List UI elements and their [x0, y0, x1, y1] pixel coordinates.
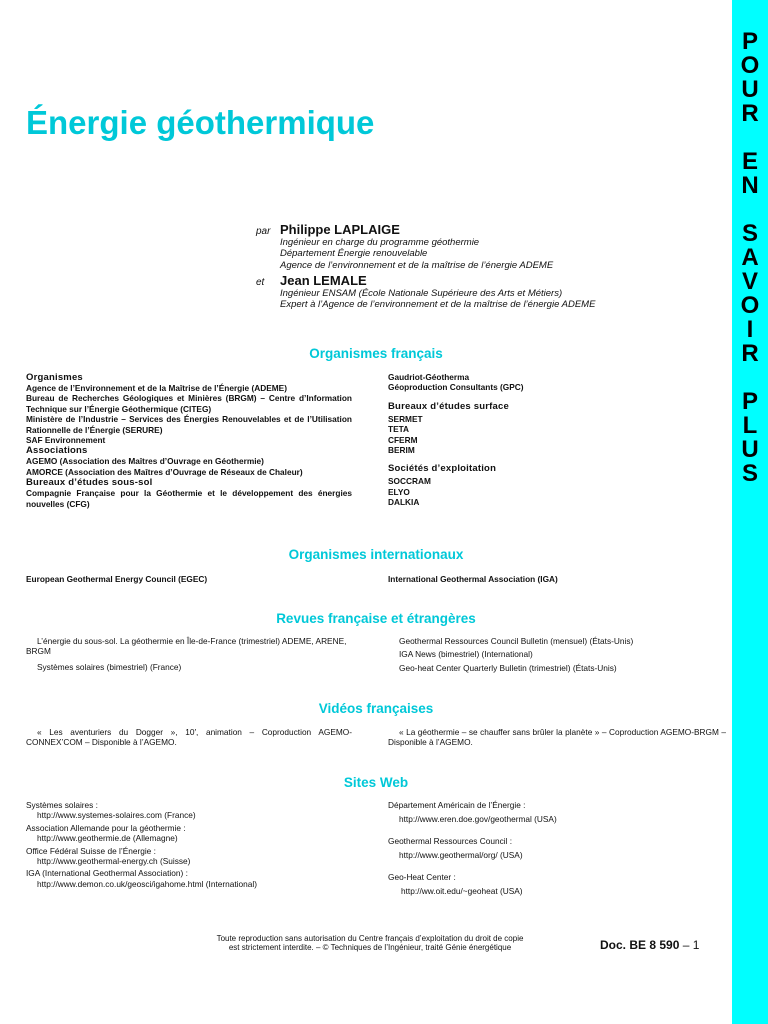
sidebar-letter: P	[741, 28, 758, 55]
copyright-notice	[160, 934, 580, 952]
org-elyo: ELYO	[388, 486, 410, 497]
author-1-line: Ingénieur en charge du programme géothermie	[280, 237, 480, 248]
author-1	[256, 222, 726, 237]
organismes-internationaux-right	[388, 574, 726, 584]
sidebar-pour-en-savoir-plus	[732, 0, 768, 1024]
site-name: Office Fédéral Suisse de l’Énergie :	[26, 845, 156, 856]
site-url[interactable]: http://ww.oit.edu/~geoheat (USA)	[401, 886, 523, 897]
category-societes-exploitation: Sociétés d’exploitation	[388, 463, 497, 475]
author-2	[256, 273, 726, 288]
org-cferm: CFERM	[388, 434, 418, 445]
sidebar-letter: P	[741, 388, 758, 415]
org-iga: International Geothermal Association (IGA)	[388, 574, 558, 584]
author-1-prefix: par	[256, 226, 271, 237]
site-url[interactable]: http://www.geothermie.de (Allemagne)	[37, 833, 178, 844]
org-egec: European Geothermal Energy Council (EGEC)	[26, 574, 208, 584]
site-url[interactable]: http://www.geothermal/org/ (USA)	[399, 850, 523, 861]
org-dalkia: DALKIA	[388, 497, 420, 508]
authors-block	[256, 222, 726, 310]
org-sermet: SERMET	[388, 413, 423, 424]
author-2-description	[280, 288, 726, 311]
section-title-revues: Revues française et étrangères	[276, 611, 476, 626]
sidebar-letter: U	[741, 76, 759, 103]
category-organismes: Organismes	[26, 372, 83, 383]
page-number: – 1	[682, 938, 700, 952]
site-name: Systèmes solaires :	[26, 800, 98, 810]
revue-item: Systèmes solaires (bimestriel) (France)	[37, 661, 182, 672]
author-2-name: Jean LEMALE	[280, 272, 367, 288]
sidebar-letter: N	[741, 172, 759, 199]
author-2-line: Expert à l’Agence de l’environnement et de la maîtrise de l’énergie ADEME	[280, 299, 596, 311]
sidebar-letter: S	[741, 460, 758, 487]
site-name: Association Allemande pour la géothermie :	[26, 822, 186, 833]
site-name: Département Américain de l’Énergie :	[388, 800, 526, 810]
site-url[interactable]: http://www.demon.co.uk/geosci/igahome.html (International)	[37, 878, 257, 889]
sidebar-letter: L	[742, 412, 758, 439]
sidebar-letter: O	[740, 52, 760, 79]
author-1-name: Philippe LAPLAIGE	[280, 222, 400, 237]
sidebar-letter: R	[741, 100, 759, 127]
sidebar-letter: R	[741, 340, 759, 367]
org-amorce: AMORCE (Association des Maîtres d’Ouvrage de Réseaux de Chaleur)	[26, 466, 303, 477]
site-url[interactable]: http://www.eren.doe.gov/geothermal (USA)	[399, 814, 557, 825]
sidebar-letter: O	[740, 292, 760, 319]
site-name: Geothermal Ressources Council :	[388, 835, 513, 846]
site-url[interactable]: http://www.geothermal-energy.ch (Suisse)	[37, 856, 191, 867]
author-1-description	[280, 237, 726, 271]
revue-item: Geothermal Ressources Council Bulletin (mensuel) (États-Unis)	[399, 636, 634, 646]
author-1-line: Département Énergie renouvelable	[280, 248, 428, 260]
copyright-line: est strictement interdite. – © Techniques de l’Ingénieur, traité Génie énergétique	[228, 943, 512, 952]
site-name: Geo-Heat Center :	[388, 871, 456, 882]
sidebar-letter: U	[741, 436, 759, 463]
author-2-line: Ingénieur ENSAM (École Nationale Supérieure des Arts et Métiers)	[280, 287, 563, 299]
site-url[interactable]: http://www.systemes-solaires.com (France)	[37, 810, 196, 821]
org-ademe: Agence de l’Environnement et de la Maîtrise de l’Énergie (ADEME)	[26, 383, 287, 393]
site-name: IGA (International Geothermal Association) :	[26, 868, 188, 879]
org-gaudriot: Gaudriot-Géotherma	[388, 372, 470, 382]
organismes-francais-left	[26, 372, 352, 509]
org-gpc: Géoproduction Consultants (GPC)	[388, 382, 524, 393]
sidebar-letter: V	[741, 268, 758, 295]
org-berim: BERIM	[388, 445, 415, 456]
sites-web-right	[388, 800, 726, 896]
author-2-prefix: et	[256, 276, 265, 288]
revues-right	[388, 636, 726, 673]
section-title-organismes-internationaux: Organismes internationaux	[288, 547, 464, 562]
category-associations: Associations	[26, 445, 88, 457]
doc-code: Doc. BE 8 590	[600, 938, 680, 952]
sidebar-letter: E	[741, 148, 758, 175]
category-bureaux-sous-sol: Bureaux d’études sous-sol	[26, 477, 153, 489]
revue-item: IGA News (bimestriel) (International)	[399, 649, 533, 660]
revues-left	[26, 636, 352, 672]
document-reference	[600, 938, 699, 952]
org-cfg: Compagnie Française pour la Géothermie et le développement des énergies nouvelles (CFG)	[26, 488, 352, 509]
section-title-videos: Vidéos françaises	[318, 701, 434, 716]
org-soccram: SOCCRAM	[388, 476, 431, 487]
category-bureaux-surface: Bureaux d’études surface	[388, 400, 509, 412]
sites-web-left	[26, 800, 352, 889]
sidebar-letter: A	[741, 244, 759, 271]
section-title-organismes-francais: Organismes français	[309, 346, 443, 361]
sidebar-letter: S	[741, 220, 758, 247]
author-1-line: Agence de l’environnement et de la maîtrise de l’énergie ADEME	[280, 259, 554, 271]
video-right: « La géothermie – se chauffer sans brûler la planète » – Coproduction AGEMO-BRGM – Disponible à l’AGEMO.	[388, 727, 726, 748]
section-title-sites-web: Sites Web	[343, 775, 409, 790]
revue-item: L’énergie du sous-sol. La géothermie en Île-de-France (trimestriel) ADEME, ARENE, BRGM	[26, 636, 347, 657]
copyright-line: Toute reproduction sans autorisation du Centre français d’exploitation du droit de copie	[216, 934, 524, 943]
video-left: « Les aventuriers du Dogger », 10′, animation – Coproduction AGEMO-CONNEX’COM – Disponible à l’AGEMO.	[26, 727, 352, 748]
organismes-internationaux-left	[26, 574, 352, 584]
org-brgm: Bureau de Recherches Géologiques et Minières (BRGM) – Centre d’Information Technique sur l’Énergie Géothermique (CITEG)	[26, 393, 352, 414]
org-saf: SAF Environnement	[26, 435, 106, 446]
revue-item: Geo-heat Center Quarterly Bulletin (trimestriel) (États-Unis)	[399, 662, 617, 673]
org-ministere-industrie: Ministère de l’Industrie – Services des Énergies Renouvelables et de l’Utilisation Rationnelle de l’Énergie (SERURE)	[26, 414, 352, 435]
org-agemo: AGEMO (Association des Maîtres d’Ouvrage en Géothermie)	[26, 456, 264, 467]
org-teta: TETA	[388, 424, 410, 435]
page-title: Énergie géothermique	[26, 104, 375, 141]
sidebar-letter: I	[746, 316, 754, 343]
organismes-francais-right	[388, 372, 726, 508]
